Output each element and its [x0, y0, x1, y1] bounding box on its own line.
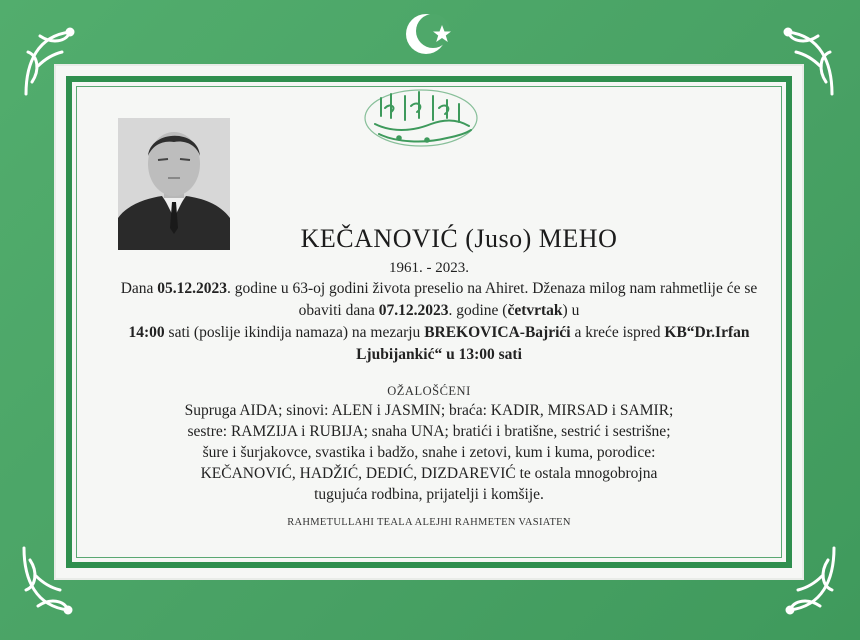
mourners-line: Supruga AIDA; sinovi: ALEN i JASMIN; braća: KADIR, MIRSAD i SAMIR; — [184, 402, 674, 419]
funeral-details — [116, 278, 762, 366]
burial-place: BREKOVICA-Bajrići — [424, 324, 571, 341]
closing-prayer: RAHMETULLAHI TEALA ALEJHI RAHMETEN VASIATEN — [287, 517, 571, 528]
text-segment: sati (poslije ikindija namaza) na mezarju — [164, 324, 425, 341]
funeral-weekday: četvrtak — [507, 302, 563, 319]
text-segment: . godine u 63-oj godini života preselio na Ahiret. Dženaza milog nam rahmetlije će se obaviti dana — [227, 280, 758, 319]
text-segment: Dana — [120, 280, 158, 297]
calligraphy-emblem — [361, 86, 481, 150]
mourners-line: KEČANOVIĆ, HADŽIĆ, DEDIĆ, DIZDAREVIĆ te ostala mnogobrojna — [200, 465, 658, 482]
text-segment: a kreće ispred — [570, 324, 665, 341]
departure-location: KB“Dr.Irfan Ljubijankić“ u 13:00 sati — [356, 324, 750, 363]
mourners-line: sestre: RAMZIJA i RUBIJA; snaha UNA; bratići i bratišne, sestrić i sestrišne; — [187, 423, 671, 440]
text-segment: ) u — [562, 302, 580, 319]
funeral-date: 07.12.2023 — [378, 302, 449, 319]
notice-paper — [56, 66, 802, 578]
text-segment: . godine ( — [448, 302, 508, 319]
mourners-heading: OŽALOŠĆENI — [387, 384, 471, 398]
death-date: 05.12.2023 — [157, 280, 228, 297]
mourners-list — [86, 400, 772, 505]
crescent-star-icon — [404, 6, 460, 62]
mourners-line: tugujuća rodbina, prijatelji i komšije. — [314, 486, 544, 503]
life-years: 1961. - 2023. — [389, 260, 469, 276]
deceased-name: KEČANOVIĆ (Juso) MEHO — [300, 224, 618, 253]
mourners-line: šure i šurjakovce, svastika i badžo, snahe i zetovi, kum i kuma, porodice: — [202, 444, 656, 461]
funeral-time: 14:00 — [128, 324, 165, 341]
